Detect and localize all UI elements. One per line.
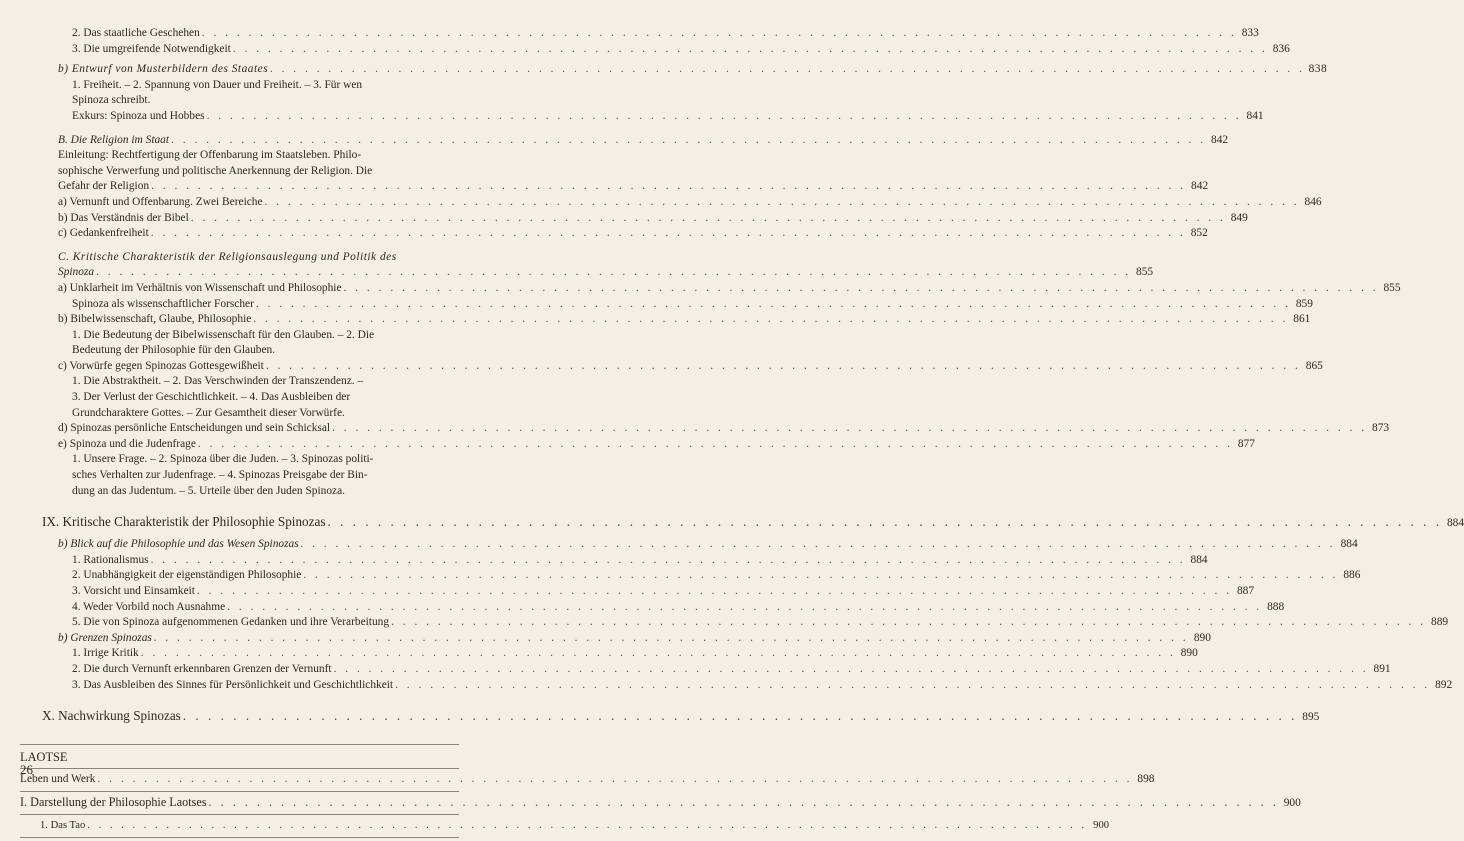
entry-page: 889	[1431, 616, 1449, 629]
leader-dots	[151, 179, 1186, 195]
leader-dots	[266, 359, 1301, 375]
entry-page: 842	[1211, 133, 1229, 146]
entry-label: 1. Irrige Kritik	[72, 647, 139, 660]
entry-page: 900	[1283, 796, 1301, 809]
entry-label: e) Spinoza und die Judenfrage	[58, 437, 196, 450]
page-number: 26	[20, 762, 33, 777]
toc-entry	[0, 359, 1323, 375]
toc-entry	[0, 42, 1290, 58]
leader-dots	[154, 631, 1189, 647]
toc-entry	[0, 195, 1322, 211]
toc-entry	[0, 297, 1313, 313]
toc-entry	[0, 179, 1209, 195]
entry-label: IX. Kritische Charakteristik der Philosophie Spinozas	[42, 514, 326, 530]
entry-label: 2. Unabhängigkeit der eigenständigen Philosophie	[72, 569, 302, 582]
leader-dots	[334, 662, 1369, 678]
entry-label: Spinoza	[58, 266, 95, 279]
entry-detail: 1. Die Bedeutung der Bibelwissenschaft für den Glauben. – 2. Die	[72, 328, 375, 341]
leader-dots	[197, 584, 1232, 600]
entry-detail: sophische Verwerfung und politische Anerkennung der Religion. Die	[58, 164, 373, 177]
entry-detail: 1. Die Abstraktheit. – 2. Das Verschwinden der Transzendenz. –	[72, 375, 364, 388]
toc-entry	[0, 437, 1255, 453]
entry-page: 859	[1295, 297, 1313, 310]
leader-dots	[96, 265, 1131, 281]
entry-detail: C. Kritische Charakteristik der Religionsauslegung und Politik des	[58, 250, 397, 263]
divider	[20, 744, 459, 745]
leader-dots	[395, 678, 1430, 694]
entry-detail: 1. Freiheit. – 2. Spannung von Dauer und Freiheit. – 3. Für wen	[72, 78, 363, 91]
toc-entry	[0, 818, 1110, 834]
toc-entry	[0, 109, 1264, 125]
leader-dots	[87, 818, 1087, 834]
leader-dots	[270, 62, 1305, 78]
entry-label: b) Blick auf die Philosophie und das Wesen Spinozas	[58, 538, 299, 551]
divider	[20, 791, 459, 792]
entry-label: Gefahr der Religion	[58, 180, 150, 193]
toc-entry	[0, 678, 1453, 694]
toc-entry	[0, 646, 1198, 662]
entry-label: X. Nachwirkung Spinozas	[42, 708, 181, 724]
toc-chapter	[0, 513, 1464, 532]
leader-dots	[209, 795, 1279, 811]
entry-page: 877	[1237, 437, 1255, 450]
entry-page: 861	[1293, 313, 1311, 326]
entry-label: Leben und Werk	[20, 773, 96, 786]
entry-page: 886	[1343, 569, 1361, 582]
leader-dots	[198, 437, 1233, 453]
entry-page: 873	[1372, 422, 1390, 435]
entry-label: 5. Die von Spinoza aufgenommenen Gedanken und ihre Verarbeitung	[72, 616, 390, 629]
leader-dots	[344, 281, 1379, 297]
entry-label: 2. Das staatliche Geschehen	[72, 27, 200, 39]
entry-page: 890	[1193, 631, 1211, 644]
leader-dots	[183, 707, 1298, 725]
toc-entry	[0, 281, 1401, 297]
entry-page: 833	[1241, 27, 1259, 39]
toc-entry	[0, 226, 1208, 242]
toc-entry	[0, 584, 1255, 600]
entry-page: 884	[1340, 538, 1358, 551]
entry-label: a) Vernunft und Offenbarung. Zwei Bereiche	[58, 195, 263, 208]
divider	[20, 768, 459, 769]
entry-label: 3. Das Ausbleiben des Sinnes für Persönlichkeit und Geschichtlichkeit	[72, 678, 394, 691]
entry-detail: sches Verhalten zur Judenfrage. – 4. Spinozas Preisgabe der Bin-	[72, 469, 368, 482]
leader-dots	[171, 133, 1206, 149]
entry-page: 852	[1190, 227, 1208, 240]
entry-label: B. Die Religion im Staat	[58, 133, 170, 146]
section-title: LAOTSE	[20, 750, 68, 765]
entry-label: Spinoza als wissenschaftlicher Forscher	[72, 297, 254, 310]
entry-detail: Bedeutung der Philosophie für den Glauben.	[72, 344, 276, 357]
leader-dots	[332, 421, 1367, 437]
table-of-contents	[0, 26, 1464, 841]
entry-page: 888	[1267, 600, 1285, 613]
toc-chapter	[0, 707, 1320, 726]
entry-detail: Spinoza schreibt.	[72, 94, 151, 107]
entry-label: 2. Die durch Vernunft erkennbaren Grenzen der Vernunft	[72, 662, 332, 675]
entry-page: 855	[1136, 266, 1154, 279]
leader-dots	[207, 109, 1242, 125]
entry-label: 4. Weder Vorbild noch Ausnahme	[72, 600, 226, 613]
toc-entry	[0, 62, 1328, 78]
entry-label: I. Darstellung der Philosophie Laotses	[20, 794, 207, 809]
divider	[20, 814, 459, 815]
entry-page: 898	[1137, 773, 1155, 786]
entry-label: c) Vorwürfe gegen Spinozas Gottesgewißheit	[58, 359, 264, 372]
leader-dots	[327, 513, 1442, 531]
entry-detail: 3. Der Verlust der Geschichtlichkeit. – 4. Das Ausbleiben der	[72, 391, 351, 404]
entry-page: 838	[1308, 63, 1328, 76]
entry-page: 846	[1304, 195, 1322, 208]
toc-entry	[0, 537, 1358, 553]
leader-dots	[265, 195, 1300, 211]
divider	[20, 837, 459, 838]
entry-label: b) Grenzen Spinozas	[58, 631, 152, 644]
entry-label: b) Das Verständnis der Bibel	[58, 211, 189, 224]
toc-entry	[0, 568, 1361, 584]
entry-label: 3. Die umgreifende Notwendigkeit	[72, 42, 231, 55]
entry-page: 865	[1305, 359, 1323, 372]
leader-dots	[253, 312, 1288, 328]
toc-entry	[0, 133, 1229, 149]
toc-entry	[0, 553, 1208, 569]
entry-label: 3. Vorsicht und Einsamkeit	[72, 585, 195, 597]
entry-page: 884	[1446, 517, 1464, 530]
toc-entry	[0, 211, 1248, 227]
leader-dots	[141, 646, 1176, 662]
leader-dots	[227, 600, 1262, 616]
leader-dots	[301, 537, 1336, 553]
leader-dots	[97, 772, 1132, 788]
toc-entry	[0, 662, 1391, 678]
entry-page: 836	[1272, 42, 1290, 55]
leader-dots	[391, 615, 1426, 631]
entry-page: 895	[1302, 711, 1320, 724]
toc-entry	[0, 794, 1301, 812]
toc-entry	[0, 421, 1390, 437]
leader-dots	[256, 297, 1291, 313]
entry-page: 890	[1180, 647, 1198, 660]
leader-dots	[303, 568, 1338, 584]
toc-entry	[0, 26, 1259, 42]
entry-label: c) Gedankenfreiheit	[58, 227, 149, 240]
entry-label: Exkurs: Spinoza und Hobbes	[72, 109, 205, 122]
entry-page: 841	[1246, 109, 1264, 122]
entry-page: 842	[1191, 180, 1209, 193]
leader-dots	[151, 226, 1186, 242]
entry-detail: Grundcharaktere Gottes. – Zur Gesamtheit dieser Vorwürfe.	[72, 406, 345, 419]
leader-dots	[202, 26, 1237, 42]
entry-page: 849	[1230, 211, 1248, 224]
entry-page: 892	[1435, 678, 1453, 691]
entry-page: 855	[1383, 281, 1401, 294]
toc-entry	[0, 312, 1311, 328]
entry-label: a) Unklarheit im Verhältnis von Wissenschaft und Philosophie	[58, 281, 342, 294]
entry-detail: dung an das Judentum. – 5. Urteile über den Juden Spinoza.	[72, 484, 346, 497]
toc-entry	[0, 615, 1449, 631]
leader-dots	[151, 553, 1186, 569]
entry-label: b) Entwurf von Musterbildern des Staates	[58, 63, 269, 76]
entry-label: b) Bibelwissenschaft, Glaube, Philosophie	[58, 313, 252, 326]
entry-label: 1. Rationalismus	[72, 553, 149, 566]
entry-detail: 1. Unsere Frage. – 2. Spinoza über die Juden. – 3. Spinozas politi-	[72, 453, 374, 466]
toc-entry	[0, 772, 1155, 788]
entry-page: 891	[1373, 662, 1391, 675]
entry-label: d) Spinozas persönliche Entscheidungen und sein Schicksal	[58, 422, 331, 435]
toc-entry	[0, 265, 1154, 281]
toc-entry	[0, 631, 1211, 647]
leader-dots	[191, 211, 1226, 227]
toc-entry	[0, 600, 1285, 616]
entry-label: 1. Das Tao	[40, 820, 86, 832]
entry-page: 887	[1236, 585, 1255, 597]
entry-page: 900	[1093, 820, 1110, 832]
leader-dots	[233, 42, 1268, 58]
entry-detail: Einleitung: Rechtfertigung der Offenbarung im Staatsleben. Philo-	[58, 149, 362, 162]
entry-page: 884	[1190, 553, 1208, 566]
